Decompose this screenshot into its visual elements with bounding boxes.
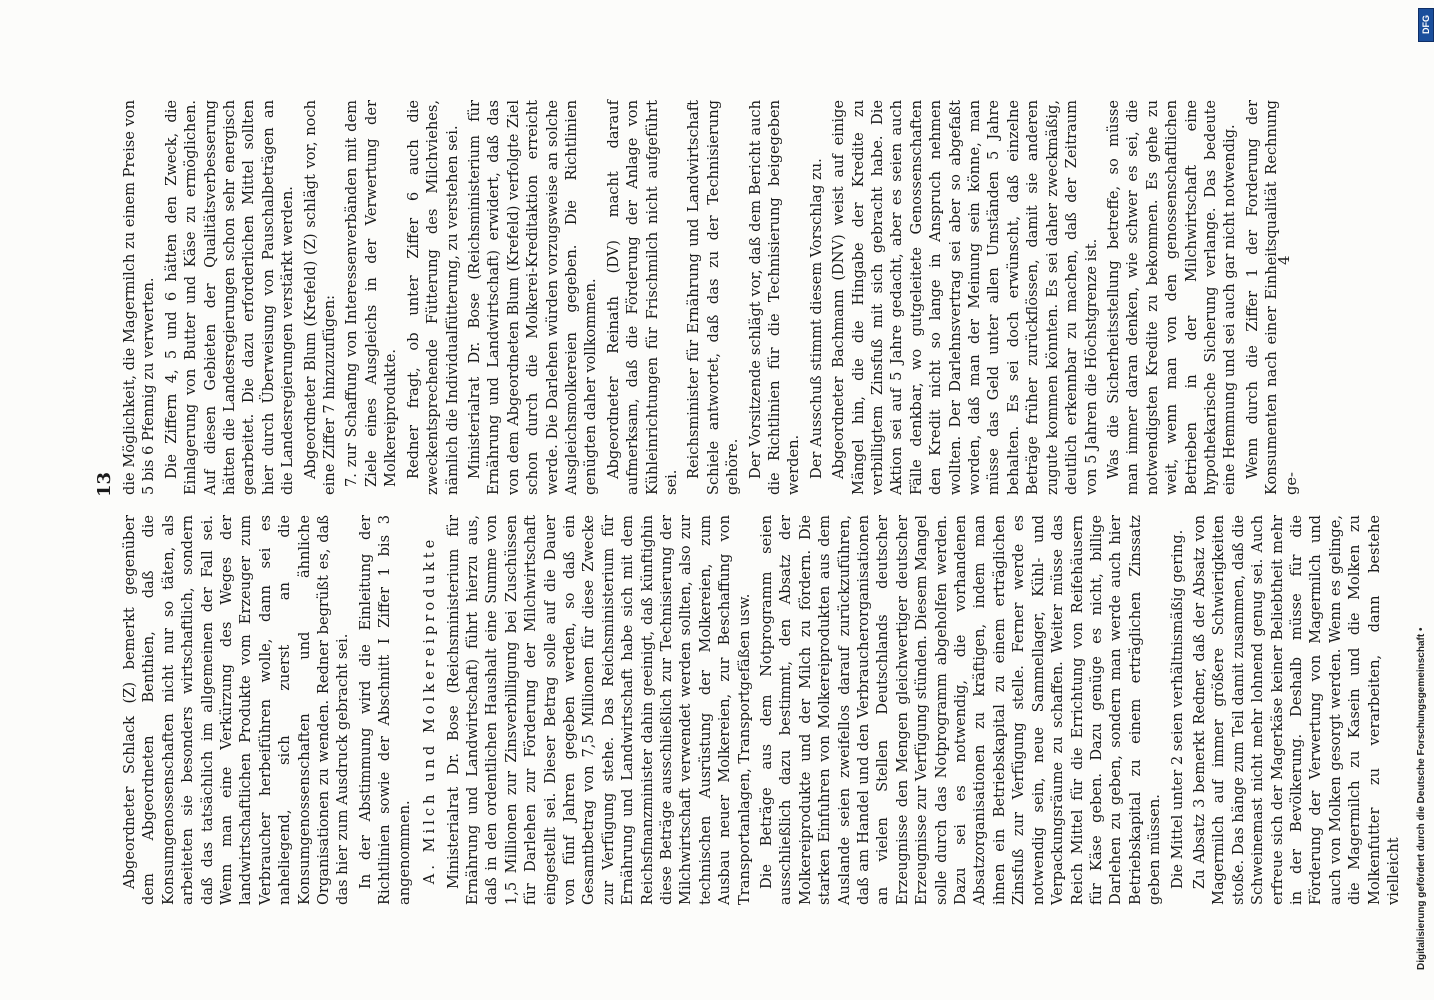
paragraph: In der Abstimmung wird die Einleitung der Richtlinien sowie der Abschnitt I Ziffer 1 bis 3 angenommen. — [356, 515, 413, 905]
paragraph: Reichsminister für Ernährung und Landwirtschaft Schiele antwortet, daß das zu der Technisierung gehöre. — [685, 100, 742, 495]
footer-signature-number: 4 — [1275, 255, 1293, 265]
paragraph: Zu Absatz 3 bemerkt Redner, daß der Absatz von Magermilch auf immer größere Schwierigkeiten stoße. Das hänge zum Teil damit zusammen, daß die Schweinemast nicht mehr lohnend genug sei. Auch erfreue sich der Magerkäse keiner Beliebtheit mehr in der Bevölkerung. Deshalb müsse für die Förderung der Verwertung von Magermilch und auch von Molken gesorgt werden. Wenn es gelinge, die Magermilch zu Kasein und die Molken zu Molkenfutter zu verarbeiten, dann bestehe vielleicht — [1190, 515, 1402, 905]
paragraph: Die Mittel unter 2 seien verhältnismäßig gering. — [1168, 529, 1186, 889]
section-heading: A. Milch und Molkereiprodukte — [421, 535, 439, 885]
right-text-column — [120, 100, 1300, 495]
paragraph: Abgeordneter Bachmann (DNV) weist auf einige Mängel hin, die die Hingabe der Kredite zu verbilligtem Zinsfuß mit sich gebracht habe. Die Aktion sei auf 5 Jahre gedacht, aber es seien auch Fälle denkbar, wo gutgeleitete Genossenschaften den Kredit nicht so lange in Anspruch nehmen wollten. Der Darlehnsvertrag sei aber so abgefaßt worden, daß man der Meinung sein könne, man müsse das Geld unter allen Umständen 5 Jahre behalten. Es sei doch erwünscht, daß einzelne Beträge früher zurückflössen, damit sie anderen zugute kommen könnten. Es sei daher zweckmäßig, deutlich erkennbar zu machen, daß der Zeitraum von 5 Jahren die Höchstgrenze ist. — [830, 100, 1100, 495]
page-number: 13 — [94, 471, 115, 497]
paragraph: Die Ziffern 4, 5 und 6 hätten den Zweck, die Einlagerung von Butter und Käse zu ermöglichen. Auf diesen Gebieten der Qualitätsverbesserung hätten die Landesregierungen schon sehr energisch gearbeitet. Die dazu erforderlichen Mittel sollten hier durch Überweisung von Pauschalbeträgen an die Landesregierungen verstärkt werden. — [162, 100, 297, 495]
paragraph: Die Beträge aus dem Notprogramm seien ausschließlich dazu bestimmt, den Absatz der Molkereiprodukte und der Milch zu fördern. Die starken Einfuhren von Molkereiprodukten aus dem Auslande seien zweifellos darauf zurückzuführen, daß am Handel und den Verbraucherorganisationen an vielen Stellen Deutschlands deutscher Erzeugnisse den Mengen gleichwertiger deutscher Erzeugnisse zur Verfügung stünden. Diesem Mangel solle durch das Notprogramm abgeholfen werden. Dazu sei es notwendig, die vorhandenen Absatzorganisationen zu kräftigen, indem man ihnen ein Betriebskapital zu einem erträglichen Zinsfuß zur Verfügung stelle. Ferner werde es notwendig sein, neue Sammellager, Kühl- und Verpackungsräume zu schaffen. Weiter müsse das Reich Mittel für die Errichtung von Reifehäusern für Käse geben. Dazu genüge es nicht, billige Darlehen zu geben, sondern man werde auch hier Betriebskapital zu einem erträglichen Zinssatz geben müssen. — [758, 515, 1164, 905]
numbered-item: 7. zur Schaffung von Interessenverbänden mit dem Ziele eines Ausgleichs in der Verwertung der Molkereiprodukte. — [343, 100, 400, 487]
paragraph: Der Ausschuß stimmt diesem Vorschlag zu. — [807, 158, 825, 479]
dfg-logo: DFG — [1418, 8, 1434, 42]
left-text-column — [120, 515, 1402, 905]
paragraph: Ministerialrat Dr. Bose (Reichsministerium für Ernährung und Landwirtschaft) erwidert, daß das von dem Abgeordneten Blum (Krefeld) verfolgte Ziel schon durch die Molkerei-Kreditaktion erreicht werde. Die Darlehen würden vorzugsweise an solche Ausgleichsmolkereien gegeben. Die Richtlinien genügten daher vollkommen. — [465, 100, 600, 495]
paragraph: Abgeordneter Reinath (DV) macht darauf aufmerksam, daß die Förderung der Anlage von Kühleinrichtungen für Frischmilch nicht aufgeführt sei. — [604, 100, 680, 495]
paragraph: Abgeordneter Schlack (Z) bemerkt gegenüber dem Abgeordneten Benthien, daß die Konsumgenossenschaften nicht nur so täten, als arbeiteten sie besonders wirtschaftlich, sondern daß das tatsächlich im allgemeinen der Fall sei. Wenn man eine Verkürzung des Weges der landwirtschaftlichen Produkte vom Erzeuger zum Verbraucher herbeiführen wolle, dann sei es naheliegend, sich zuerst an die Konsumgenossenschaften und ähnliche Organisationen zu wenden. Redner begrüßt es, daß das hier zum Ausdruck gebracht sei. — [121, 515, 352, 905]
paragraph: Wenn durch die Ziffer 1 der Forderung der Konsumenten nach einer Einheitsqualität Rechnung ge- — [1243, 100, 1300, 495]
paragraph: Abgeordneter Blum (Krefeld) (Z) schlägt vor, noch eine Ziffer 7 hinzuzufügen: — [301, 100, 339, 495]
paragraph: die Möglichkeit, die Magermilch zu einem Preise von 5 bis 6 Pfennig zu verwerten. — [121, 100, 158, 495]
rotated-page-content — [94, 95, 1402, 905]
paragraph: Redner fragt, ob unter Ziffer 6 auch die zweckentsprechende Fütterung des Milchviehes, nämlich die Individualfütterung, zu verstehen sei. — [404, 100, 461, 495]
paragraph: Ministerialrat Dr. Bose (Reichsministerium für Ernährung und Landwirtschaft) führt hierzu aus, daß in den ordentlichen Haushalt eine Summe von 1,5 Millionen zur Zinsverbilligung bei Zuschüssen für Darlehen zur Förderung der Milchwirtschaft eingestellt sei. Dieser Betrag solle auf die Dauer von fünf Jahren gegeben werden, so daß ein Gesamtbetrag von 7,5 Millionen für diese Zwecke zur Verfügung stehe. Das Reichsministerium für Ernährung und Landwirtschaft habe sich mit dem Reichsfinanzminister dahin geeinigt, daß künftighin diese Beträge ausschließlich zur Technisierung der Milchwirtschaft verwendet werden sollten, also zur technischen Ausrüstung der Molkereien, zum Ausbau neuer Molkereien, zur Beschaffung von Transportanlagen, Transportgefäßen usw. — [444, 515, 753, 905]
paragraph: Was die Sicherheitsstellung betreffe, so müsse man immer daran denken, wie schwer es sei, die notwendigsten Kredite zu bekommen. Es gehe zu weit, wenn man von den genossenschaftlichen Betrieben in der Milchwirtschaft eine hypothekarische Sicherung verlange. Das bedeute eine Hemmung und sei auch gar nicht notwendig. — [1104, 100, 1239, 495]
paragraph: Der Vorsitzende schlägt vor, daß dem Bericht auch die Richtlinien für die Technisierung beigegeben werden. — [746, 100, 803, 495]
digitization-notice: Digitalisierung gefördert durch die Deutsche Forschungsgemeinschaft • — [1416, 627, 1427, 970]
